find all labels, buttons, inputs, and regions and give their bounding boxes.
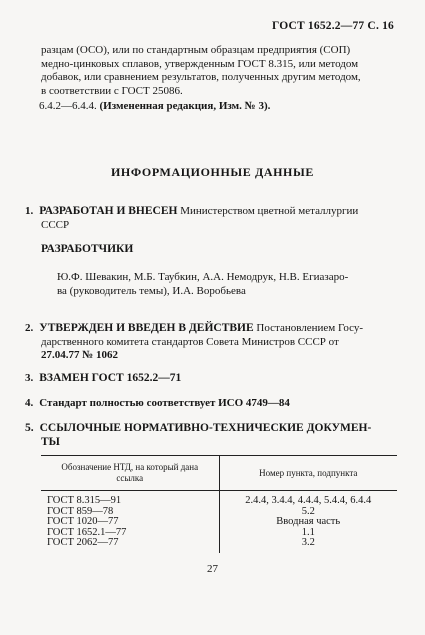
- amendment-ref: 6.4.2—6.4.4.: [39, 100, 97, 112]
- clause-ref: Вводная часть: [276, 516, 341, 527]
- document-ref: ГОСТ 8.315—91: [47, 495, 122, 506]
- item-heading: ССЫЛОЧНЫЕ НОРМАТИВНО-ТЕХНИЧЕСКИЕ ДОКУМЕН-: [39, 422, 372, 434]
- item-number: 2.: [25, 322, 34, 334]
- item-number: 3.: [25, 372, 34, 384]
- item-2: [25, 322, 397, 363]
- item-4: [25, 397, 397, 411]
- item-number: 1.: [25, 205, 34, 217]
- item-heading: ВЗАМЕН ГОСТ 1652.2—71: [39, 372, 182, 384]
- intro-line: медно-цинковых сплавов, утвержденным ГОСТ 8.315, или методом: [41, 57, 359, 70]
- item-text: Стандарт полностью соответствует ИСО 4749—84: [39, 397, 290, 409]
- running-header: ГОСТ 1652.2—77 С. 16: [271, 20, 394, 32]
- intro-line: добавок, или сравнением результатов, полученных другим методом,: [41, 71, 361, 83]
- clause-ref: 3.2: [301, 537, 315, 548]
- item-text-cont: 27.04.77 № 1062: [41, 349, 119, 361]
- item-number: 5.: [25, 422, 34, 434]
- item-heading-cont: ТЫ: [41, 436, 60, 448]
- intro-line: разцам (ОСО), или по стандартным образцам предприятия (СОП): [41, 44, 351, 56]
- item-text: Постановлением Госу-: [256, 322, 364, 334]
- amendment-text: (Измененная редакция, Изм. № 3).: [99, 100, 271, 112]
- developers-line: Ю.Ф. Шевакин, М.Б. Таубкин, А.А. Немодрук, Н.В. Егиазаро-: [57, 271, 349, 283]
- intro-line: в соответствии с ГОСТ 25086.: [41, 84, 183, 97]
- developers-heading: РАЗРАБОТЧИКИ: [41, 243, 134, 255]
- item-number: 4.: [25, 397, 34, 409]
- item-heading: УТВЕРЖДЕН И ВВЕДЕН В ДЕЙСТВИЕ: [39, 322, 254, 334]
- developers-list: [57, 270, 397, 298]
- document-ref: ГОСТ 1020—77: [47, 516, 119, 527]
- amendment-note: [39, 100, 270, 112]
- item-text: Министерством цветной металлургии: [180, 205, 359, 217]
- item-5: [25, 421, 397, 449]
- column-header-clause: Номер пункта, подпункта: [219, 456, 397, 491]
- document-ref: ГОСТ 1652.1—77: [47, 526, 127, 538]
- page-number: 27: [207, 563, 218, 575]
- section-title: ИНФОРМАЦИОННЫЕ ДАННЫЕ: [111, 165, 314, 179]
- references-table: [41, 455, 397, 553]
- item-3: [25, 372, 397, 386]
- clause-ref: 2.4.4, 3.4.4, 4.4.4, 5.4.4, 6.4.4: [245, 495, 372, 506]
- table-row: [41, 491, 397, 553]
- item-text-cont: дарственного комитета стандартов Совета Министров СССР от: [41, 335, 339, 348]
- document-ref: ГОСТ 859—78: [47, 505, 114, 517]
- clause-list-cell: [219, 491, 397, 553]
- table-header-row: [41, 456, 397, 491]
- document-list-cell: [41, 491, 219, 553]
- clause-ref: 5.2: [301, 505, 315, 517]
- item-heading: РАЗРАБОТАН И ВНЕСЕН: [39, 205, 178, 217]
- clause-ref: 1.1: [301, 526, 315, 538]
- intro-paragraph: [41, 44, 397, 98]
- item-text-cont: СССР: [41, 218, 70, 231]
- document-ref: ГОСТ 2062—77: [47, 537, 119, 548]
- item-1: [25, 205, 397, 232]
- developers-line: ва (руководитель темы), И.А. Воробьева: [57, 285, 246, 297]
- column-header-document: Обозначение НТД, на который дана ссылка: [41, 456, 219, 491]
